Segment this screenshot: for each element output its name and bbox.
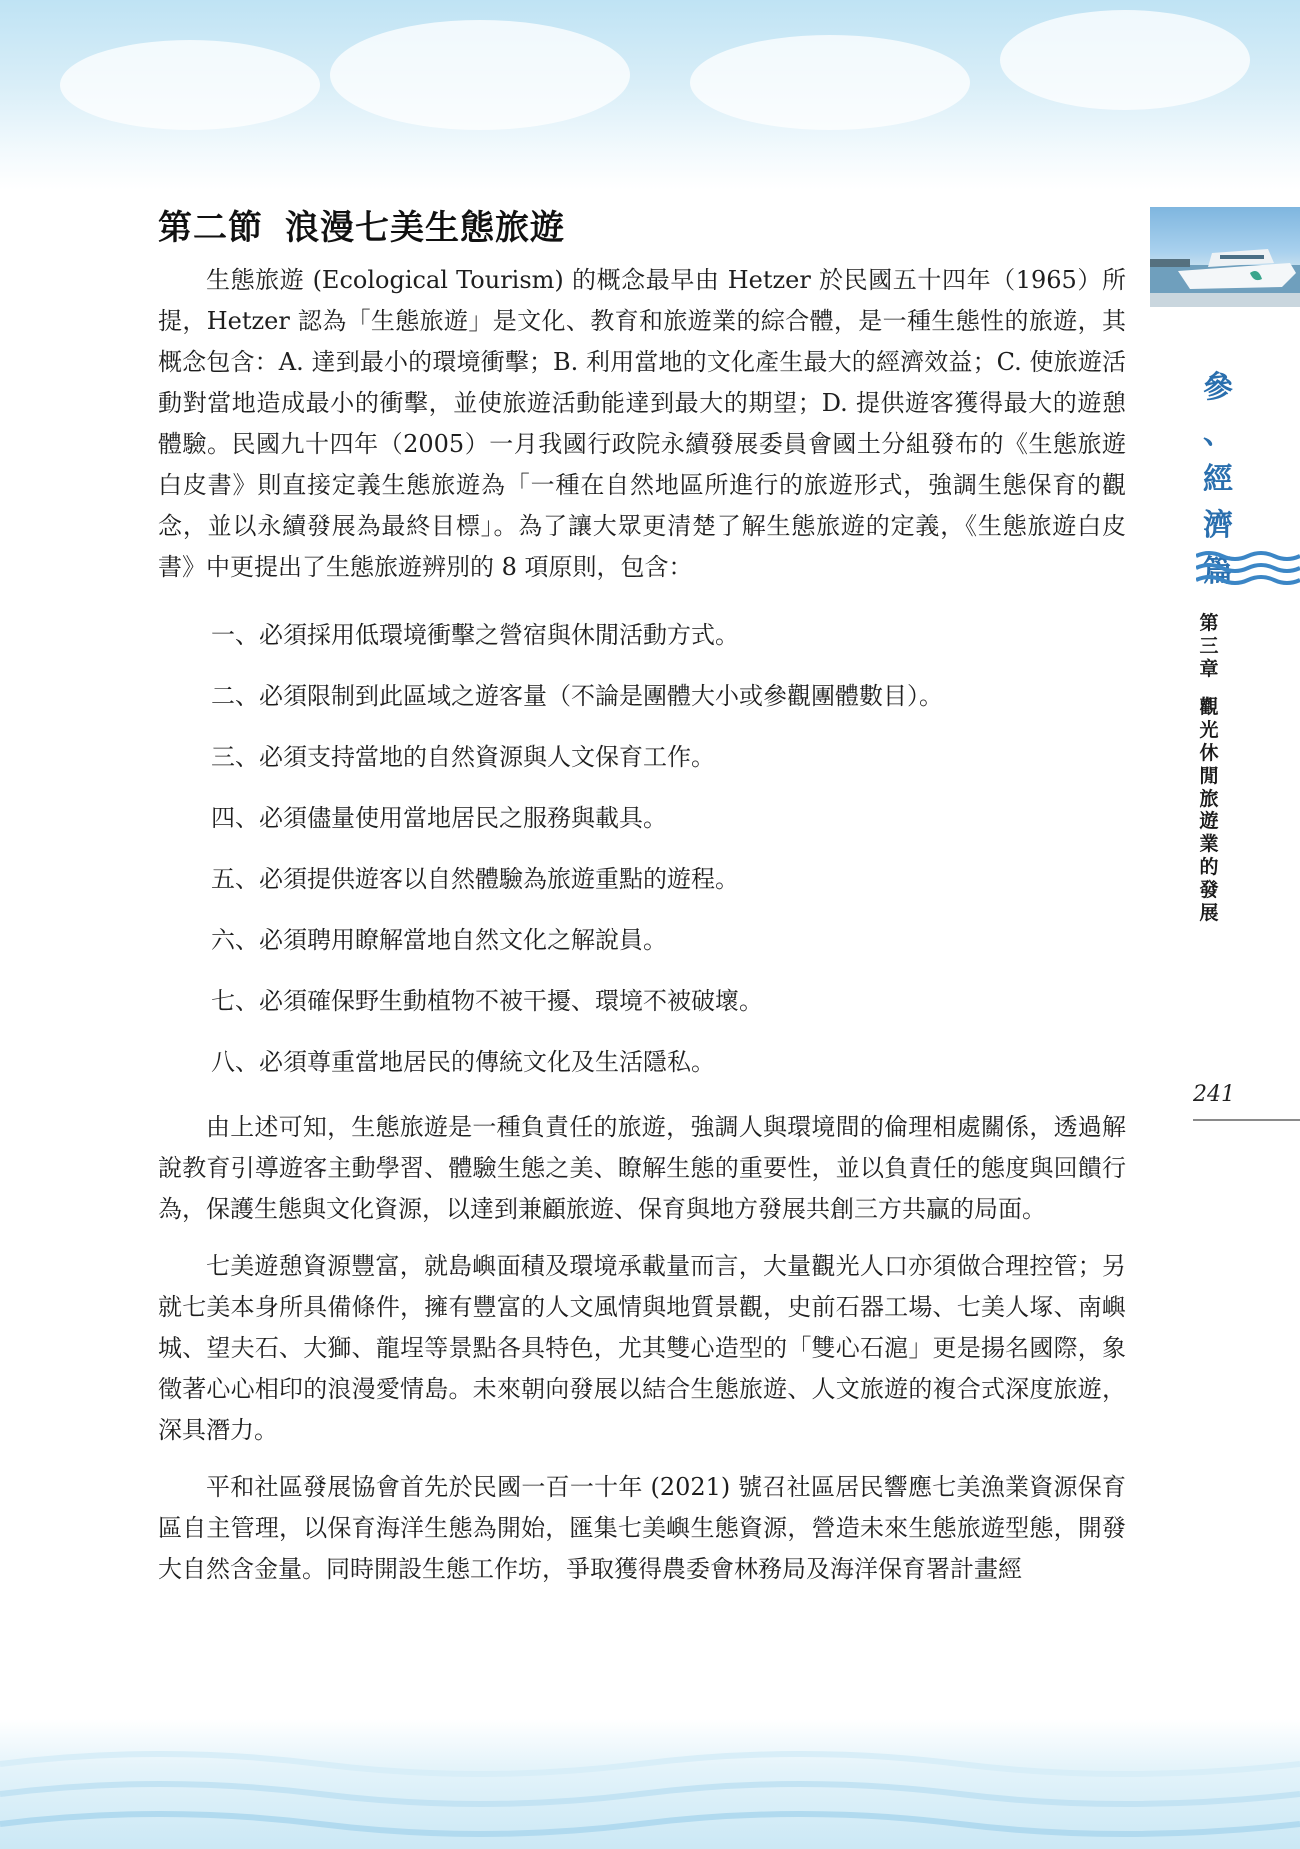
section-number: 第二節 [158, 208, 263, 248]
chapter-title-char: 旅 [1199, 787, 1219, 810]
list-item: 五、必須提供遊客以自然體驗為旅遊重點的遊程。 [211, 865, 739, 893]
list-item: 七、必須確保野生動植物不被干擾、環境不被破壞。 [211, 987, 763, 1015]
part-char: 經 [1203, 462, 1233, 497]
part-char: 濟 [1203, 508, 1233, 543]
chapter-vertical-label [1194, 612, 1224, 924]
chapter-title-char: 展 [1199, 901, 1219, 924]
paragraph-qimei: 七美遊憩資源豐富，就島嶼面積及環境承載量而言，大量觀光人口亦須做合理控管；另就七美本身所具備條件，擁有豐富的人文風情與地質景觀，史前石器工場、七美人塚、南嶼城、望夫石、大獅、龍埕等景點各具特色，尤其雙心造型的「雙心石滬」更是揚名國際，象徵著心心相印的浪漫愛情島。未來朝向發展以結合生態旅遊、人文旅遊的複合式深度旅遊，深具潛力。 [158, 1252, 1126, 1444]
chapter-title-char: 發 [1199, 878, 1219, 901]
wave-ornament-icon [1196, 550, 1300, 588]
paragraph-summary: 由上述可知，生態旅遊是一種負責任的旅遊，強調人與環境間的倫理相處關係，透過解說教育引導遊客主動學習、體驗生態之美、瞭解生態的重要性，並以負責任的態度與回饋行為，保護生態與文化資源，以達到兼顧旅遊、保育與地方發展共創三方共贏的局面。 [158, 1113, 1126, 1223]
list-item: 六、必須聘用瞭解當地自然文化之解說員。 [211, 926, 667, 954]
list-item: 一、必須採用低環境衝擊之營宿與休閒活動方式。 [211, 621, 739, 649]
chapter-title-char: 遊 [1199, 810, 1219, 833]
page-number: 241 [1193, 1082, 1235, 1107]
main-text [158, 260, 1126, 1590]
principle-list [158, 605, 1126, 1093]
chapter-title-char: 休 [1199, 741, 1219, 764]
chapter-char: 章 [1199, 657, 1219, 680]
chapter-char: 第 [1199, 612, 1219, 634]
paragraph-intro: 生態旅遊 (Ecological Tourism) 的概念最早由 Hetzer 於民國五十四年（1965）所提，Hetzer 認為「生態旅遊」是文化、教育和旅遊業的綜合體，是一種生態性的旅遊，其概念包含：A. 達到最小的環境衝擊；B. 利用當地的文化產生最大的經濟效益；C. 使旅遊活動對當地造成最小的衝擊，並使旅遊活動能達到最大的期望；D. 提供遊客獲得最大的遊憩體驗。民國九十四年（2005）一月我國行政院永續發展委員會國土分組發布的《生態旅遊白皮書》則直接定義生態旅遊為「一種在自然地區所進行的旅遊形式，強調生態保育的觀念，並以永續發展為最終目標」。為了讓大眾更清楚了解生態旅遊的定義，《生態旅遊白皮書》中更提出了生態旅遊辨別的 8 項原則，包含： [158, 266, 1126, 581]
chapter-title-char: 觀 [1199, 696, 1219, 719]
list-item: 四、必須儘量使用當地居民之服務與載具。 [211, 804, 667, 832]
part-char: 篇 [1203, 554, 1233, 589]
page-number-rule [1193, 1119, 1300, 1121]
chapter-char: 三 [1199, 634, 1219, 657]
chapter-title-char: 光 [1199, 719, 1219, 742]
ferry-photo [1150, 207, 1300, 307]
paragraph-community: 平和社區發展協會首先於民國一百一十年 (2021) 號召社區居民響應七美漁業資源保育區自主管理，以保育海洋生態為開始，匯集七美嶼生態資源，營造未來生態旅遊型態，開發大自然含金量。同時開設生態工作坊，爭取獲得農委會林務局及海洋保育署計畫經 [158, 1473, 1126, 1583]
chapter-title-char: 閒 [1199, 764, 1219, 787]
list-item: 二、必須限制到此區域之遊客量（不論是團體大小或參觀團體數目）。 [211, 682, 943, 710]
chapter-title-char: 業 [1199, 833, 1219, 856]
part-char: 、 [1203, 416, 1233, 451]
part-char: 參 [1203, 370, 1233, 405]
sky-header-background [0, 0, 1300, 190]
list-item: 三、必須支持當地的自然資源與人文保育工作。 [211, 743, 715, 771]
sea-footer-background [0, 1719, 1300, 1849]
section-title [158, 200, 565, 249]
section-heading: 浪漫七美生態旅遊 [285, 208, 565, 248]
chapter-title-char: 的 [1199, 855, 1219, 878]
list-item: 八、必須尊重當地居民的傳統文化及生活隱私。 [211, 1048, 715, 1076]
